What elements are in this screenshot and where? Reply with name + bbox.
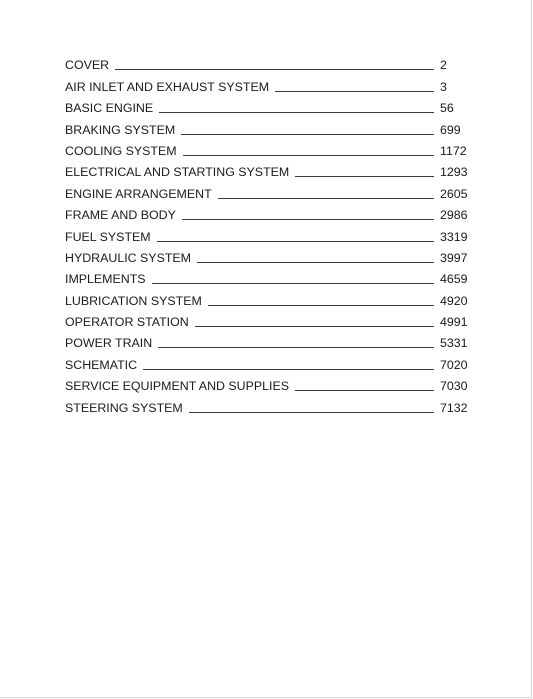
toc-entry-page-number: 7030 [440, 379, 468, 394]
toc-entry-title: HYDRAULIC SYSTEM [65, 250, 191, 265]
toc-entry-title: OPERATOR STATION [65, 315, 189, 330]
toc-leader-line [183, 155, 434, 156]
toc-entry-hydraulic-system[interactable] [65, 245, 470, 266]
toc-entry-title: BASIC ENGINE [65, 101, 154, 116]
toc-entry-cover[interactable] [65, 52, 470, 73]
toc-entry-page-number: 56 [440, 101, 454, 116]
toc-entry-page-number: 2605 [440, 186, 468, 201]
toc-leader-line [218, 198, 434, 199]
toc-entry-service-equipment-and-supplies[interactable] [65, 373, 470, 394]
toc-entry-implements[interactable] [65, 266, 470, 287]
toc-entry-title: LUBRICATION SYSTEM [65, 293, 202, 308]
table-of-contents [65, 52, 470, 416]
toc-leader-line [195, 326, 434, 327]
toc-entry-page-number: 3319 [440, 229, 468, 244]
toc-leader-line [182, 219, 434, 220]
toc-entry-title: COOLING SYSTEM [65, 143, 177, 158]
toc-entry-operator-station[interactable] [65, 309, 470, 330]
toc-leader-line [189, 412, 434, 413]
toc-entry-title: ELECTRICAL AND STARTING SYSTEM [65, 165, 290, 180]
toc-entry-page-number: 7020 [440, 357, 468, 372]
toc-leader-line [208, 305, 434, 306]
toc-entry-steering-system[interactable] [65, 394, 470, 415]
toc-entry-page-number: 3 [440, 79, 447, 94]
toc-leader-line [115, 69, 434, 70]
toc-entry-schematic[interactable] [65, 351, 470, 372]
toc-entry-fuel-system[interactable] [65, 223, 470, 244]
toc-entry-page-number: 4920 [440, 293, 468, 308]
toc-entry-page-number: 699 [440, 122, 461, 137]
toc-entry-basic-engine[interactable] [65, 95, 470, 116]
toc-entry-engine-arrangement[interactable] [65, 180, 470, 201]
toc-entry-page-number: 4659 [440, 272, 468, 287]
toc-leader-line [197, 262, 434, 263]
toc-leader-line [181, 134, 434, 135]
toc-leader-line [275, 91, 434, 92]
toc-entry-title: COVER [65, 58, 110, 73]
toc-entry-lubrication-system[interactable] [65, 287, 470, 308]
toc-entry-page-number: 1293 [440, 165, 468, 180]
toc-entry-page-number: 2986 [440, 208, 468, 223]
toc-entry-page-number: 7132 [440, 400, 468, 415]
toc-leader-line [157, 241, 434, 242]
toc-entry-page-number: 1172 [440, 143, 467, 158]
toc-entry-page-number: 5331 [440, 336, 468, 351]
toc-entry-frame-and-body[interactable] [65, 202, 470, 223]
toc-entry-page-number: 2 [440, 58, 447, 73]
toc-entry-title: SERVICE EQUIPMENT AND SUPPLIES [65, 379, 290, 394]
toc-entry-title: AIR INLET AND EXHAUST SYSTEM [65, 79, 270, 94]
toc-entry-title: BRAKING SYSTEM [65, 122, 176, 137]
toc-entry-air-inlet-and-exhaust-system[interactable] [65, 73, 470, 94]
toc-entry-title: FUEL SYSTEM [65, 229, 151, 244]
toc-entry-title: SCHEMATIC [65, 357, 138, 372]
toc-leader-line [152, 283, 434, 284]
toc-entry-title: ENGINE ARRANGEMENT [65, 186, 212, 201]
toc-leader-line [158, 347, 434, 348]
toc-entry-title: STEERING SYSTEM [65, 400, 183, 415]
toc-entry-title: FRAME AND BODY [65, 208, 176, 223]
toc-entry-electrical-and-starting-system[interactable] [65, 159, 470, 180]
toc-entry-power-train[interactable] [65, 330, 470, 351]
toc-entry-title: IMPLEMENTS [65, 272, 146, 287]
toc-leader-line [295, 176, 434, 177]
toc-entry-title: POWER TRAIN [65, 336, 153, 351]
toc-leader-line [295, 390, 434, 391]
toc-leader-line [143, 369, 434, 370]
toc-entry-braking-system[interactable] [65, 116, 470, 137]
toc-leader-line [159, 112, 434, 113]
toc-entry-cooling-system[interactable] [65, 138, 470, 159]
toc-entry-page-number: 3997 [440, 250, 468, 265]
toc-entry-page-number: 4991 [440, 315, 468, 330]
